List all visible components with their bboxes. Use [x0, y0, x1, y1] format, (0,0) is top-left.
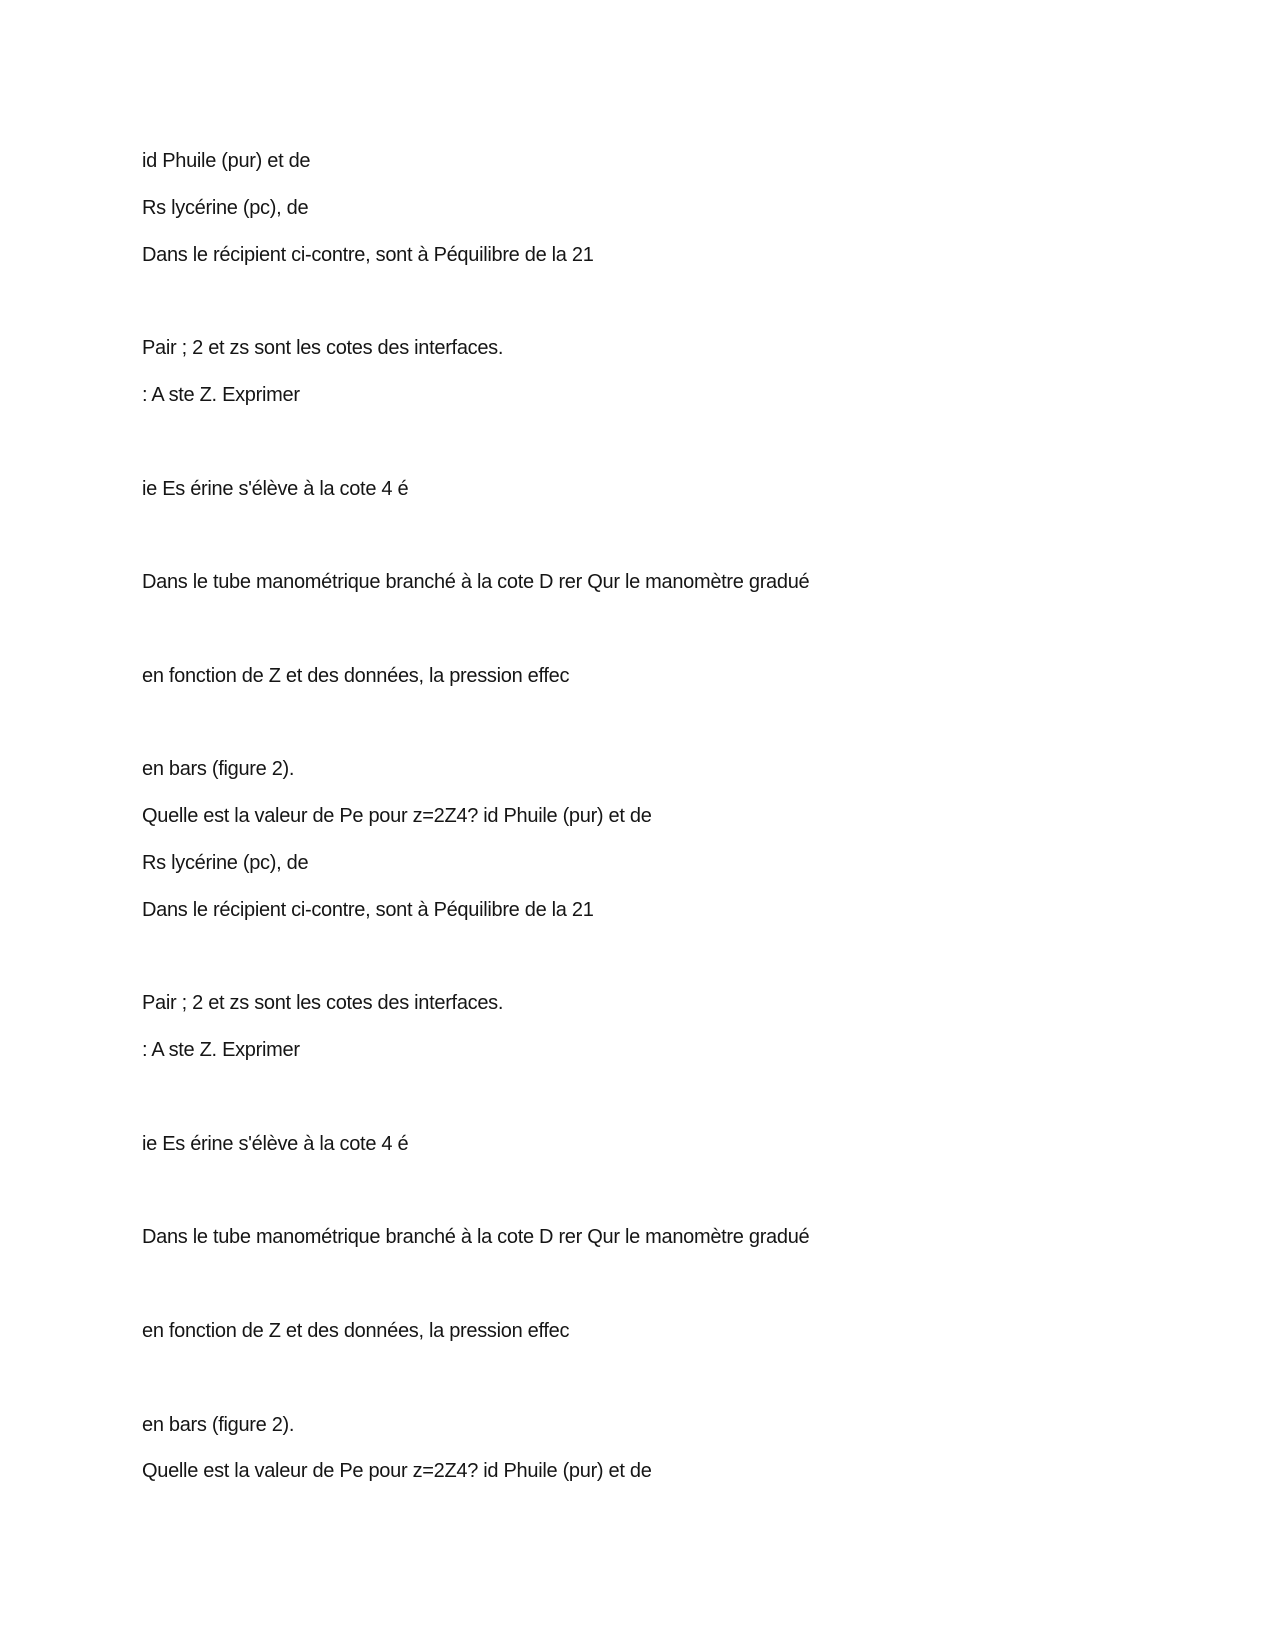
blank-line [142, 419, 1135, 466]
text-line: Pair ; 2 et zs sont les cotes des interfaces. [142, 337, 504, 360]
text-line: Quelle est la valeur de Pe pour z=2Z4? id Phuile (pur) et de [142, 1460, 652, 1483]
text-line: id Phuile (pur) et de [142, 150, 311, 172]
text-line: : A ste Z. Exprimer [142, 1039, 300, 1062]
blank-line [142, 700, 1135, 747]
text-line: : A ste Z. Exprimer [142, 383, 300, 406]
blank-line [142, 606, 1135, 653]
text-line: Quelle est la valeur de Pe pour z=2Z4? id Phuile (pur) et de [142, 805, 652, 828]
blank-line [142, 1168, 1135, 1215]
text-line: Rs lycérine (pc), de [142, 851, 309, 874]
document-text-block [142, 138, 1135, 1495]
text-line: Rs lycérine (pc), de [142, 196, 309, 219]
blank-line [142, 1261, 1135, 1308]
text-line: ie Es érine s'élève à la cote 4 é [142, 477, 409, 500]
text-line: en bars (figure 2). [142, 758, 295, 781]
text-line: ie Es érine s'élève à la cote 4 é [142, 1132, 409, 1155]
text-line: en bars (figure 2). [142, 1413, 295, 1436]
text-line: en fonction de Z et des données, la pression effec [142, 1319, 570, 1342]
text-line: Dans le récipient ci-contre, sont à Péquilibre de la 21 [142, 898, 594, 921]
text-line: en fonction de Z et des données, la pression effec [142, 664, 570, 687]
text-line: Pair ; 2 et zs sont les cotes des interfaces. [142, 992, 504, 1015]
blank-line [142, 512, 1135, 559]
blank-line [142, 1074, 1135, 1121]
text-line: Dans le tube manométrique branché à la cote D rer Qur le manomètre gradué [142, 571, 810, 594]
text-line: Dans le tube manométrique branché à la cote D rer Qur le manomètre gradué [142, 1226, 810, 1249]
blank-line [142, 278, 1135, 325]
blank-line [142, 934, 1135, 981]
blank-line [142, 1355, 1135, 1402]
text-line: Dans le récipient ci-contre, sont à Péquilibre de la 21 [142, 243, 594, 266]
